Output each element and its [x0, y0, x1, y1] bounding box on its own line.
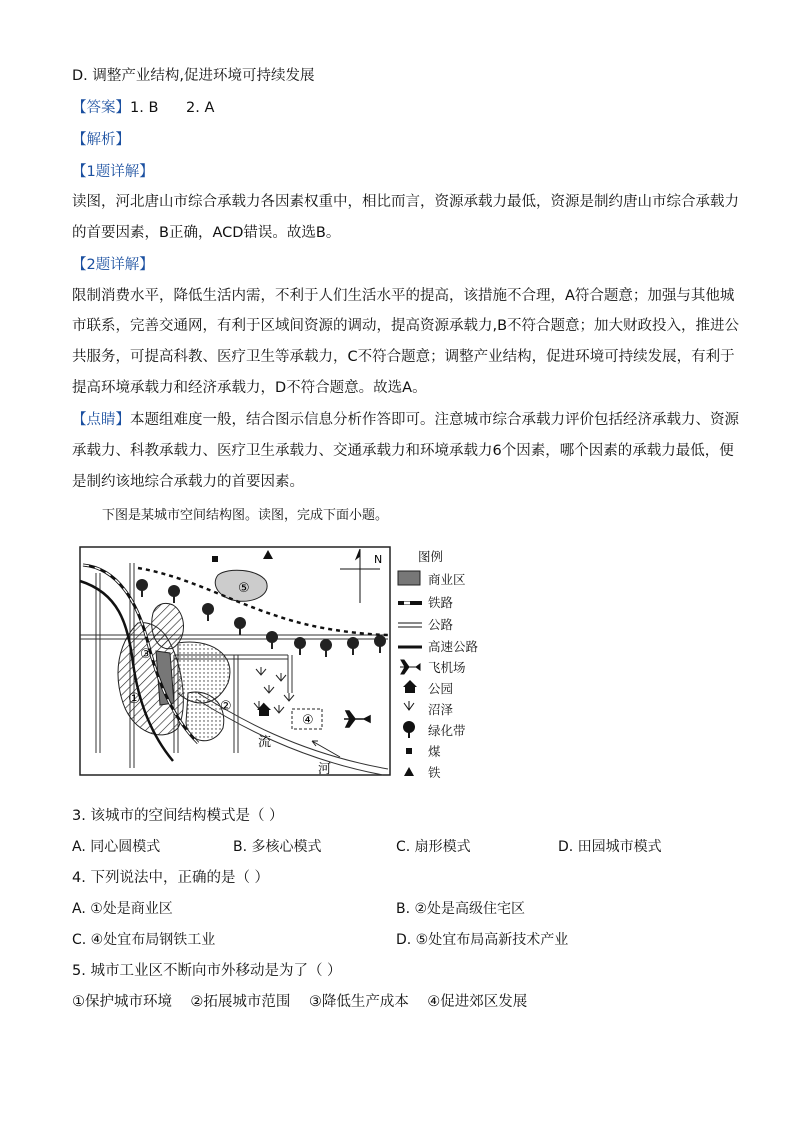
legend-park-icon — [403, 680, 417, 693]
label-3: ③ — [140, 647, 152, 662]
river-label-2: 河 — [318, 762, 332, 777]
comment-tag: 【点睛】 — [72, 412, 130, 428]
legend-commercial-swatch — [398, 571, 420, 585]
coal-icon — [212, 556, 218, 562]
legend-coal: 煤 — [428, 744, 441, 759]
q3-option-c[interactable]: C. 扇形模式 — [396, 839, 471, 855]
legend-expressway: 高速公路 — [428, 639, 479, 654]
q4-option-b[interactable]: B. ②处是高级住宅区 — [396, 901, 526, 917]
legend-road: 公路 — [428, 617, 454, 632]
legend-iron-icon — [404, 767, 414, 776]
label-4: ④ — [302, 713, 314, 728]
zone-3-hatched — [152, 603, 184, 648]
analysis-tag: 【解析】 — [72, 132, 130, 148]
legend-greenbelt: 绿化带 — [428, 723, 466, 738]
legend-title: 图例 — [418, 549, 444, 564]
comment-line: 承载力、科教承载力、医疗卫生承载力、交通承载力和环境承载力6个因素，哪个因素的承载力最低，便 — [72, 443, 734, 459]
q2-detail-line: 共服务，可提高科教、医疗卫生等承载力，C不符合题意；调整产业结构，促进环境可持续发展，有利于 — [72, 349, 735, 365]
legend-greenbelt-icon — [403, 721, 415, 738]
legend-airport-icon — [400, 660, 420, 674]
q2-detail-line: 市联系，完善交通网，有利于区域间资源的调动，提高资源承载力,B不符合题意；加大财政投入，推进公 — [72, 318, 740, 334]
q1-detail-line: 读图，河北唐山市综合承载力各因素权重中，相比而言，资源承载力最低，资源是制约唐山市综合承载力 — [72, 194, 739, 210]
legend-coal-icon — [406, 748, 412, 754]
q3-option-d[interactable]: D. 田园城市模式 — [558, 839, 662, 855]
legend-marsh-icon — [404, 701, 414, 710]
label-5: ⑤ — [238, 581, 250, 596]
answer-text: 1. B 2. A — [130, 100, 215, 116]
legend-railway: 铁路 — [428, 595, 454, 610]
river-label-1: 流 — [258, 735, 272, 750]
north-label: N — [374, 553, 383, 566]
map-prompt: 下图是某城市空间结构图。读图，完成下面小题。 — [102, 508, 389, 523]
comment-text: 本题组难度一般，结合图示信息分析作答即可。注意城市综合承载力评价包括经济承载力、资源 — [130, 412, 739, 428]
prev-option-d: D. 调整产业结构,促进环境可持续发展 — [72, 68, 315, 84]
label-2: ② — [220, 699, 232, 714]
legend-iron: 铁 — [428, 765, 441, 778]
q2-detail-tag: 【2题详解】 — [72, 257, 154, 273]
legend-commercial: 商业区 — [428, 572, 466, 587]
q3-option-a[interactable]: A. 同心圆模式 — [72, 839, 161, 855]
q1-detail-line: 的首要因素，B正确，ACD错误。故选B。 — [72, 225, 341, 241]
q1-detail-tag: 【1题详解】 — [72, 164, 154, 180]
q4-stem: 4. 下列说法中，正确的是（ ） — [72, 870, 270, 886]
legend-marsh: 沼泽 — [428, 702, 454, 717]
q4-option-a[interactable]: A. ①处是商业区 — [72, 901, 173, 917]
legend-park: 公园 — [428, 681, 454, 696]
q2-detail-line: 提高环境承载力和经济承载力，D不符合题意。故选A。 — [72, 380, 427, 396]
legend-railway-icon — [398, 602, 422, 605]
q3-stem: 3. 该城市的空间结构模式是（ ） — [72, 808, 284, 824]
q3-option-b[interactable]: B. 多核心模式 — [233, 839, 322, 855]
answer-tag: 【答案】 — [72, 100, 130, 116]
comment-line: 是制约该地综合承载力的首要因素。 — [72, 474, 304, 490]
label-1: ① — [128, 691, 141, 707]
q4-option-d[interactable]: D. ⑤处宜布局高新技术产业 — [396, 932, 569, 948]
legend-airport: 飞机场 — [428, 660, 466, 675]
q4-option-c[interactable]: C. ④处宜布局钢铁工业 — [72, 932, 216, 948]
q2-detail-line: 限制消费水平，降低生活内需，不利于人们生活水平的提高，该措施不合理，A符合题意；加强与其他城 — [72, 288, 735, 304]
comment-line-1 — [72, 410, 739, 430]
city-structure-map — [78, 543, 498, 778]
answer-line — [72, 98, 214, 118]
q5-stem: 5. 城市工业区不断向市外移动是为了（ ） — [72, 963, 342, 979]
map-legend — [398, 549, 479, 778]
legend-road-icon — [398, 623, 422, 627]
q5-items: ①保护城市环境 ②拓展城市范围 ③降低生产成本 ④促进郊区发展 — [72, 994, 528, 1010]
